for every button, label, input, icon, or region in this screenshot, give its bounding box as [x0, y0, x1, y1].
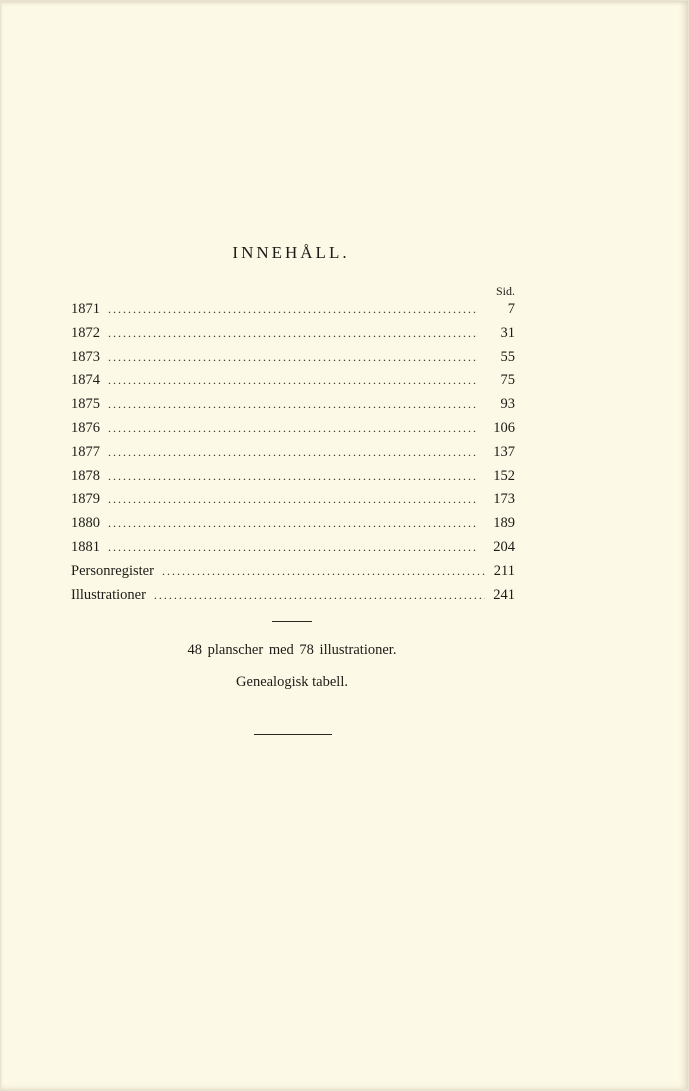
- toc-entry-label: 1878: [71, 467, 100, 484]
- toc-entry: [71, 488, 515, 512]
- toc-entry-page: 211: [493, 562, 515, 579]
- divider: [272, 621, 312, 622]
- dot-leader: [154, 584, 485, 608]
- plates-note: 48 planscher med 78 illustrationer.: [187, 642, 397, 658]
- toc-entry-page: 173: [493, 491, 515, 508]
- dot-leader: [108, 536, 485, 560]
- toc-entry-page: 93: [500, 396, 515, 413]
- toc-entry-page: 55: [500, 348, 515, 365]
- dot-leader: [162, 560, 486, 584]
- dot-leader: [108, 298, 487, 322]
- toc-entry-label: Illustrationer: [71, 586, 146, 603]
- toc-entry: [71, 512, 515, 536]
- toc-entry: [71, 369, 515, 393]
- toc-entry-label: 1877: [71, 443, 100, 460]
- dot-leader: [108, 369, 487, 393]
- dot-leader: [108, 322, 487, 346]
- dot-leader: [108, 512, 485, 536]
- dot-leader: [108, 393, 487, 417]
- toc-entry-page: 152: [493, 467, 515, 484]
- toc-entry: [71, 536, 515, 560]
- toc-entry: [71, 417, 515, 441]
- toc-entry-page: 189: [493, 515, 515, 532]
- dot-leader: [108, 488, 485, 512]
- toc-entry-label: 1876: [71, 419, 100, 436]
- toc-entry-label: 1874: [71, 372, 100, 389]
- toc-entry-label: 1875: [71, 396, 100, 413]
- toc-entry-page: 137: [493, 443, 515, 460]
- toc-entry-label: 1881: [71, 538, 100, 555]
- toc-entry: [71, 346, 515, 370]
- toc-entry: [71, 560, 515, 584]
- genealogy-note: Genealogisk tabell.: [236, 674, 348, 690]
- dot-leader: [108, 465, 485, 489]
- toc-entry-label: 1873: [71, 348, 100, 365]
- toc-entry-label: 1879: [71, 491, 100, 508]
- toc-entry-page: 31: [500, 324, 515, 341]
- toc-entry: [71, 584, 515, 608]
- toc-entry-label: 1871: [71, 301, 100, 317]
- toc-entry-page: 106: [493, 419, 515, 436]
- toc-entry-label: 1880: [71, 515, 100, 532]
- dot-leader: [108, 417, 485, 441]
- dot-leader: [108, 346, 487, 370]
- table-of-contents: [71, 298, 515, 607]
- book-page: [1, 1, 688, 1089]
- toc-entry: [71, 393, 515, 417]
- toc-entry-page: 204: [493, 538, 515, 555]
- toc-entry: [71, 298, 515, 322]
- dot-leader: [108, 441, 485, 465]
- toc-entry: [71, 441, 515, 465]
- toc-entry-page: 75: [500, 372, 515, 389]
- toc-entry-page: 7: [507, 301, 515, 317]
- toc-entry-page: 241: [493, 586, 515, 603]
- toc-entry: [71, 322, 515, 346]
- toc-entry-label: 1872: [71, 324, 100, 341]
- page-title: INNEHÅLL.: [232, 243, 350, 262]
- divider: [254, 734, 332, 735]
- page-column-header: Sid.: [495, 284, 515, 298]
- toc-entry: [71, 465, 515, 489]
- toc-entry-label: Personregister: [71, 562, 154, 579]
